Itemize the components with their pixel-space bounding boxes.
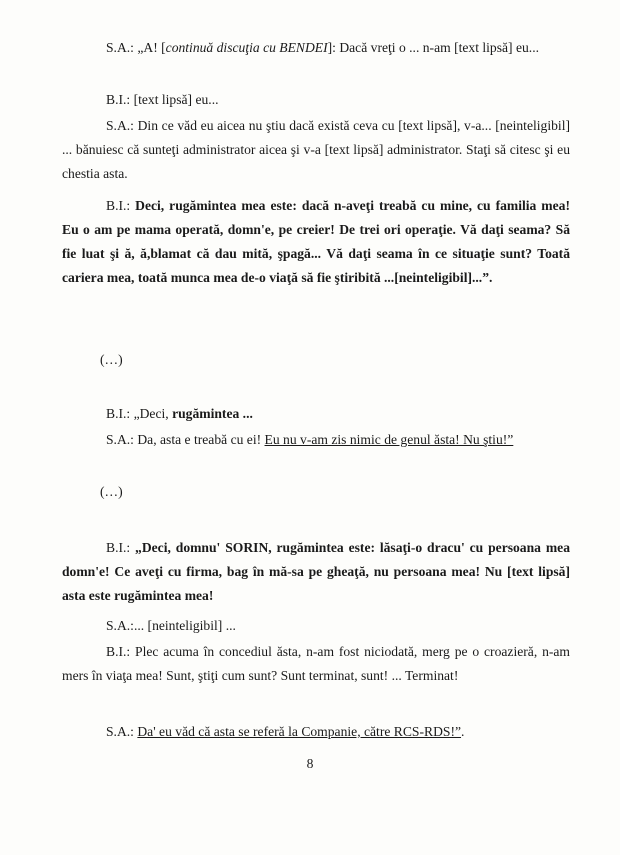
paragraph-8: S.A.:... [neinteligibil] ... — [62, 614, 570, 638]
omission-marker: (…) — [100, 352, 123, 367]
speaker-label: S.A.: — [106, 118, 134, 133]
paragraph-3: S.A.: Din ce văd eu aicea nu ştiu dacă există ceva cu [text lipsă], v-a... [neinteligibil] ... bănuiesc că sunteţi administrator aicea şi v-a [text lipsă] administrator. Staţi să citesc şi eu chestia asta. — [62, 118, 570, 181]
speaker-label: B.I.: — [106, 92, 131, 107]
paragraph-1: S.A.: „A! [continuă discuţia cu BENDEI]: Dacă vreţi o ... n-am [text lipsă] eu... — [62, 36, 570, 60]
page-number: 8 — [306, 756, 314, 771]
paragraph-4: B.I.: Deci, rugămintea mea este: dacă n-aveţi treabă cu mine, cu familia mea! Eu o am pe mama operată, domn'e, pe creier! De trei ori operaţie. Vă daţi seama? Să fie luat şi ă, ă,blamat că dau mită, şpagă... Vă daţi seama în ce situaţie sunt? Toată cariera mea, toată munca mea de-o viaţă să fie ştiribită ...[neinteligibil]...”. — [62, 198, 570, 285]
speaker-label: S.A.: — [106, 40, 134, 55]
paragraph-6: S.A.: Da, asta e treabă cu ei! Eu nu v-am zis nimic de genul ăsta! Nu ştiu!” — [62, 428, 570, 452]
speaker-label: S.A.: — [106, 724, 134, 739]
paragraph-7: B.I.: „Deci, domnu' SORIN, rugămintea este: lăsaţi-o dracu' cu persoana mea domn'e! Ce aveţi cu firma, bag în mă-sa pe gheaţă, nu persoana mea! Nu [text lipsă] asta este rugămintea mea! — [62, 540, 570, 603]
paragraph-2: B.I.: [text lipsă] eu... — [62, 88, 570, 112]
omission-marker: (…) — [100, 484, 123, 499]
speaker-label: B.I.: — [106, 406, 131, 421]
speaker-label: B.I.: — [106, 198, 131, 213]
speaker-label: S.A.: — [106, 618, 134, 633]
speaker-label: S.A.: — [106, 432, 134, 447]
speaker-label: B.I.: — [106, 644, 131, 659]
speaker-label: B.I.: — [106, 540, 131, 555]
paragraph-9: B.I.: Plec acuma în concediul ăsta, n-am fost niciodată, merg pe o croazieră, n-am mers în viaţa mea! Sunt, ştiţi cum sunt? Sunt terminat, sunt! ... Terminat! — [62, 644, 570, 683]
paragraph-10: S.A.: Da' eu văd că asta se referă la Companie, către RCS-RDS!”. — [62, 720, 570, 744]
paragraph-5: B.I.: „Deci, rugămintea ... — [62, 402, 570, 426]
